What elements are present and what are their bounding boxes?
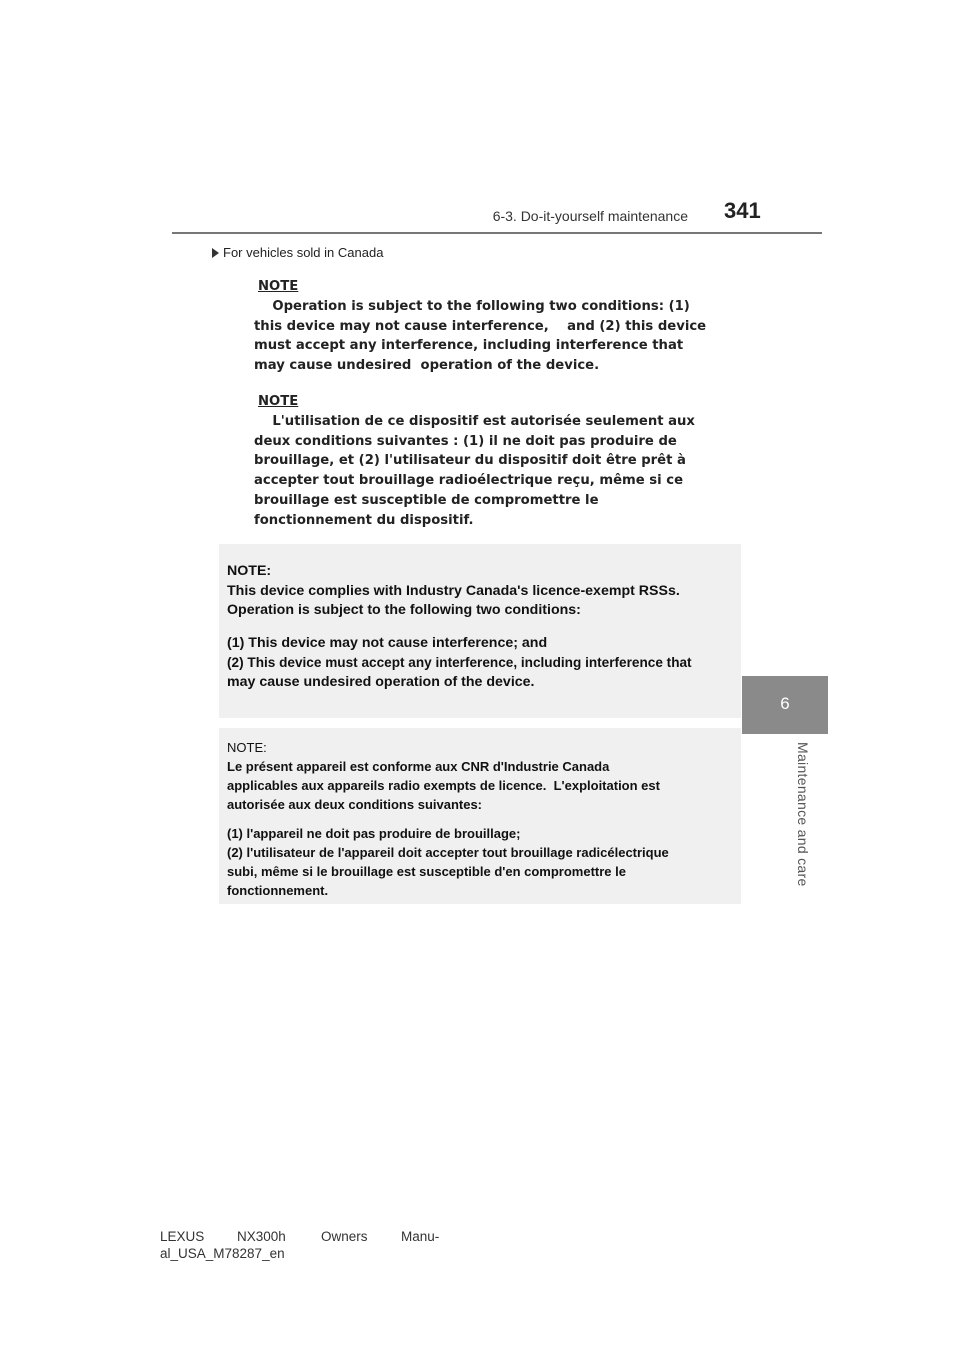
note-line: must accept any interference, including interference that [254, 338, 684, 354]
scan-line: may cause undesired operation of the device. [227, 673, 535, 690]
scan-line: subi, même si le brouillage est susceptible d'en compromettre le [227, 864, 626, 879]
section-title: 6-3. Do-it-yourself maintenance [492, 208, 688, 224]
note-line: may cause undesired operation of the device. [254, 358, 600, 374]
note-line: fonctionnement du dispositif. [254, 512, 474, 528]
triangle-bullet-icon [212, 248, 219, 258]
note-line: this device may not cause interference, and (2) this device [254, 318, 707, 334]
footer-word: Manu- [401, 1229, 440, 1244]
footer-line-1 [160, 1228, 439, 1245]
scan-line: Le présent appareil est conforme aux CNR d'Industrie Canada [227, 759, 610, 774]
scan-line: (1) This device may not cause interference; and [227, 634, 548, 651]
scan-line: Operation is subject to the following two conditions: [227, 602, 581, 618]
footer-line-2: al_USA_M78287_en [160, 1246, 285, 1261]
chapter-number: 6 [780, 694, 790, 713]
footer-word: NX300h [237, 1229, 286, 1244]
bullet-text: For vehicles sold in Canada [223, 245, 384, 260]
page-number: 341 [724, 198, 761, 223]
scan-line: fonctionnement. [227, 883, 329, 898]
note-heading: NOTE [258, 394, 299, 409]
scan-line: (1) l'appareil ne doit pas produire de brouillage; [227, 826, 521, 841]
footer [160, 1228, 439, 1262]
note-french [254, 392, 695, 531]
note-line: accepter tout brouillage radioélectrique reçu, même si ce [254, 473, 684, 489]
scan-line: (2) l'utilisateur de l'appareil doit accepter tout brouillage radicélectrique [227, 845, 669, 860]
scanned-label-english [219, 544, 741, 718]
chapter-label: Maintenance and care [795, 742, 811, 887]
scan-line: applicables aux appareils radio exempts de licence. L'exploitation est [227, 778, 660, 793]
note-line: L'utilisation de ce dispositif est autorisée seulement aux [254, 413, 695, 429]
scan-line: This device complies with Industry Canada's licence-exempt RSSs. [227, 582, 680, 599]
scan-line: autorisée aux deux conditions suivantes: [227, 797, 483, 812]
note-line: deux conditions suivantes : (1) il ne doit pas produire de [254, 433, 677, 449]
note-line: Operation is subject to the following two conditions: (1) [254, 298, 690, 314]
header-rule [172, 232, 822, 234]
footer-word: Owners [321, 1229, 368, 1244]
scan-line: (2) This device must accept any interference, including interference that [227, 655, 692, 670]
note-line: brouillage, et (2) l'utilisateur du dispositif doit être prêt à [254, 453, 686, 469]
scan-line: NOTE: [227, 563, 272, 579]
footer-word: LEXUS [160, 1229, 205, 1244]
note-line: brouillage est susceptible de compromettre le [254, 492, 599, 508]
scanned-label-french [219, 728, 741, 904]
note-english [254, 277, 706, 376]
note-heading: NOTE [258, 279, 299, 294]
chapter-tab[interactable] [742, 676, 828, 734]
bullet-item [212, 245, 383, 260]
scan-line: NOTE: [227, 740, 267, 755]
